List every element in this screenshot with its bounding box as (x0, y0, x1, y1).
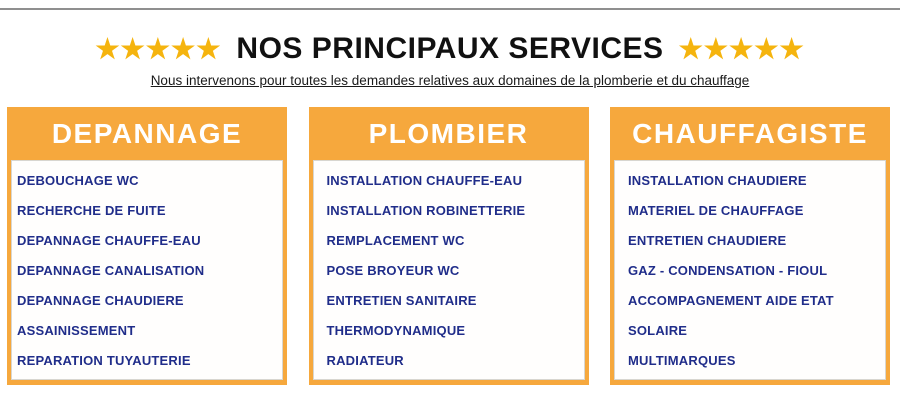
service-link[interactable]: ACCOMPAGNEMENT AIDE ETAT (628, 293, 834, 308)
star-icon: ★ (95, 33, 121, 64)
service-link[interactable]: DEBOUCHAGE WC (17, 173, 139, 188)
service-card-title: CHAUFFAGISTE (632, 117, 868, 149)
service-link[interactable]: MULTIMARQUES (628, 353, 736, 368)
service-card-chauffagiste (610, 107, 890, 385)
service-link[interactable]: REMPLACEMENT WC (326, 233, 465, 248)
title-text: NOS PRINCIPAUX SERVICES (236, 32, 664, 65)
star-icon: ★ (145, 33, 171, 64)
service-link[interactable]: DEPANNAGE CHAUFFE-EAU (17, 233, 201, 248)
service-link[interactable]: SOLAIRE (628, 323, 688, 338)
service-list (313, 160, 585, 380)
service-link[interactable]: INSTALLATION ROBINETTERIE (326, 203, 526, 218)
header (0, 34, 900, 88)
service-card-plombier (309, 107, 589, 385)
star-icon: ★ (729, 33, 755, 64)
service-link[interactable]: POSE BROYEUR WC (326, 263, 460, 278)
service-link[interactable]: INSTALLATION CHAUFFE-EAU (326, 173, 523, 188)
star-icon: ★ (170, 33, 197, 64)
service-link[interactable]: REPARATION TUYAUTERIE (17, 353, 191, 368)
service-link[interactable]: ENTRETIEN CHAUDIERE (628, 233, 787, 248)
service-card-depannage (7, 107, 287, 385)
service-link[interactable]: INSTALLATION CHAUDIERE (628, 173, 807, 188)
service-link[interactable]: RADIATEUR (326, 353, 404, 368)
star-icon: ★ (120, 33, 146, 64)
star-icon: ★ (703, 33, 730, 64)
star-icon: ★ (196, 33, 222, 64)
star-rating-right (678, 33, 805, 64)
service-card-title: DEPANNAGE (51, 117, 243, 149)
service-card-title: PLOMBIER (368, 117, 529, 149)
star-icon: ★ (678, 33, 704, 64)
top-divider (0, 8, 900, 10)
service-link[interactable]: DEPANNAGE CHAUDIERE (17, 293, 184, 308)
service-columns (0, 107, 900, 385)
page-title (0, 34, 900, 64)
service-list (11, 160, 283, 380)
star-rating-left (95, 33, 222, 64)
service-link[interactable]: GAZ - CONDENSATION - FIOUL (628, 263, 828, 278)
star-icon: ★ (779, 33, 805, 64)
service-link[interactable]: RECHERCHE DE FUITE (17, 203, 166, 218)
service-link[interactable]: ASSAINISSEMENT (17, 323, 136, 338)
service-link[interactable]: MATERIEL DE CHAUFFAGE (628, 203, 804, 218)
service-link[interactable]: DEPANNAGE CANALISATION (17, 263, 205, 278)
star-icon: ★ (754, 33, 780, 64)
service-link[interactable]: ENTRETIEN SANITAIRE (326, 293, 477, 308)
service-link[interactable]: THERMODYNAMIQUE (326, 323, 466, 338)
subtitle: Nous intervenons pour toutes les demandes relatives aux domaines de la plomberie et du chauffage (150, 73, 750, 88)
service-list (614, 160, 886, 380)
